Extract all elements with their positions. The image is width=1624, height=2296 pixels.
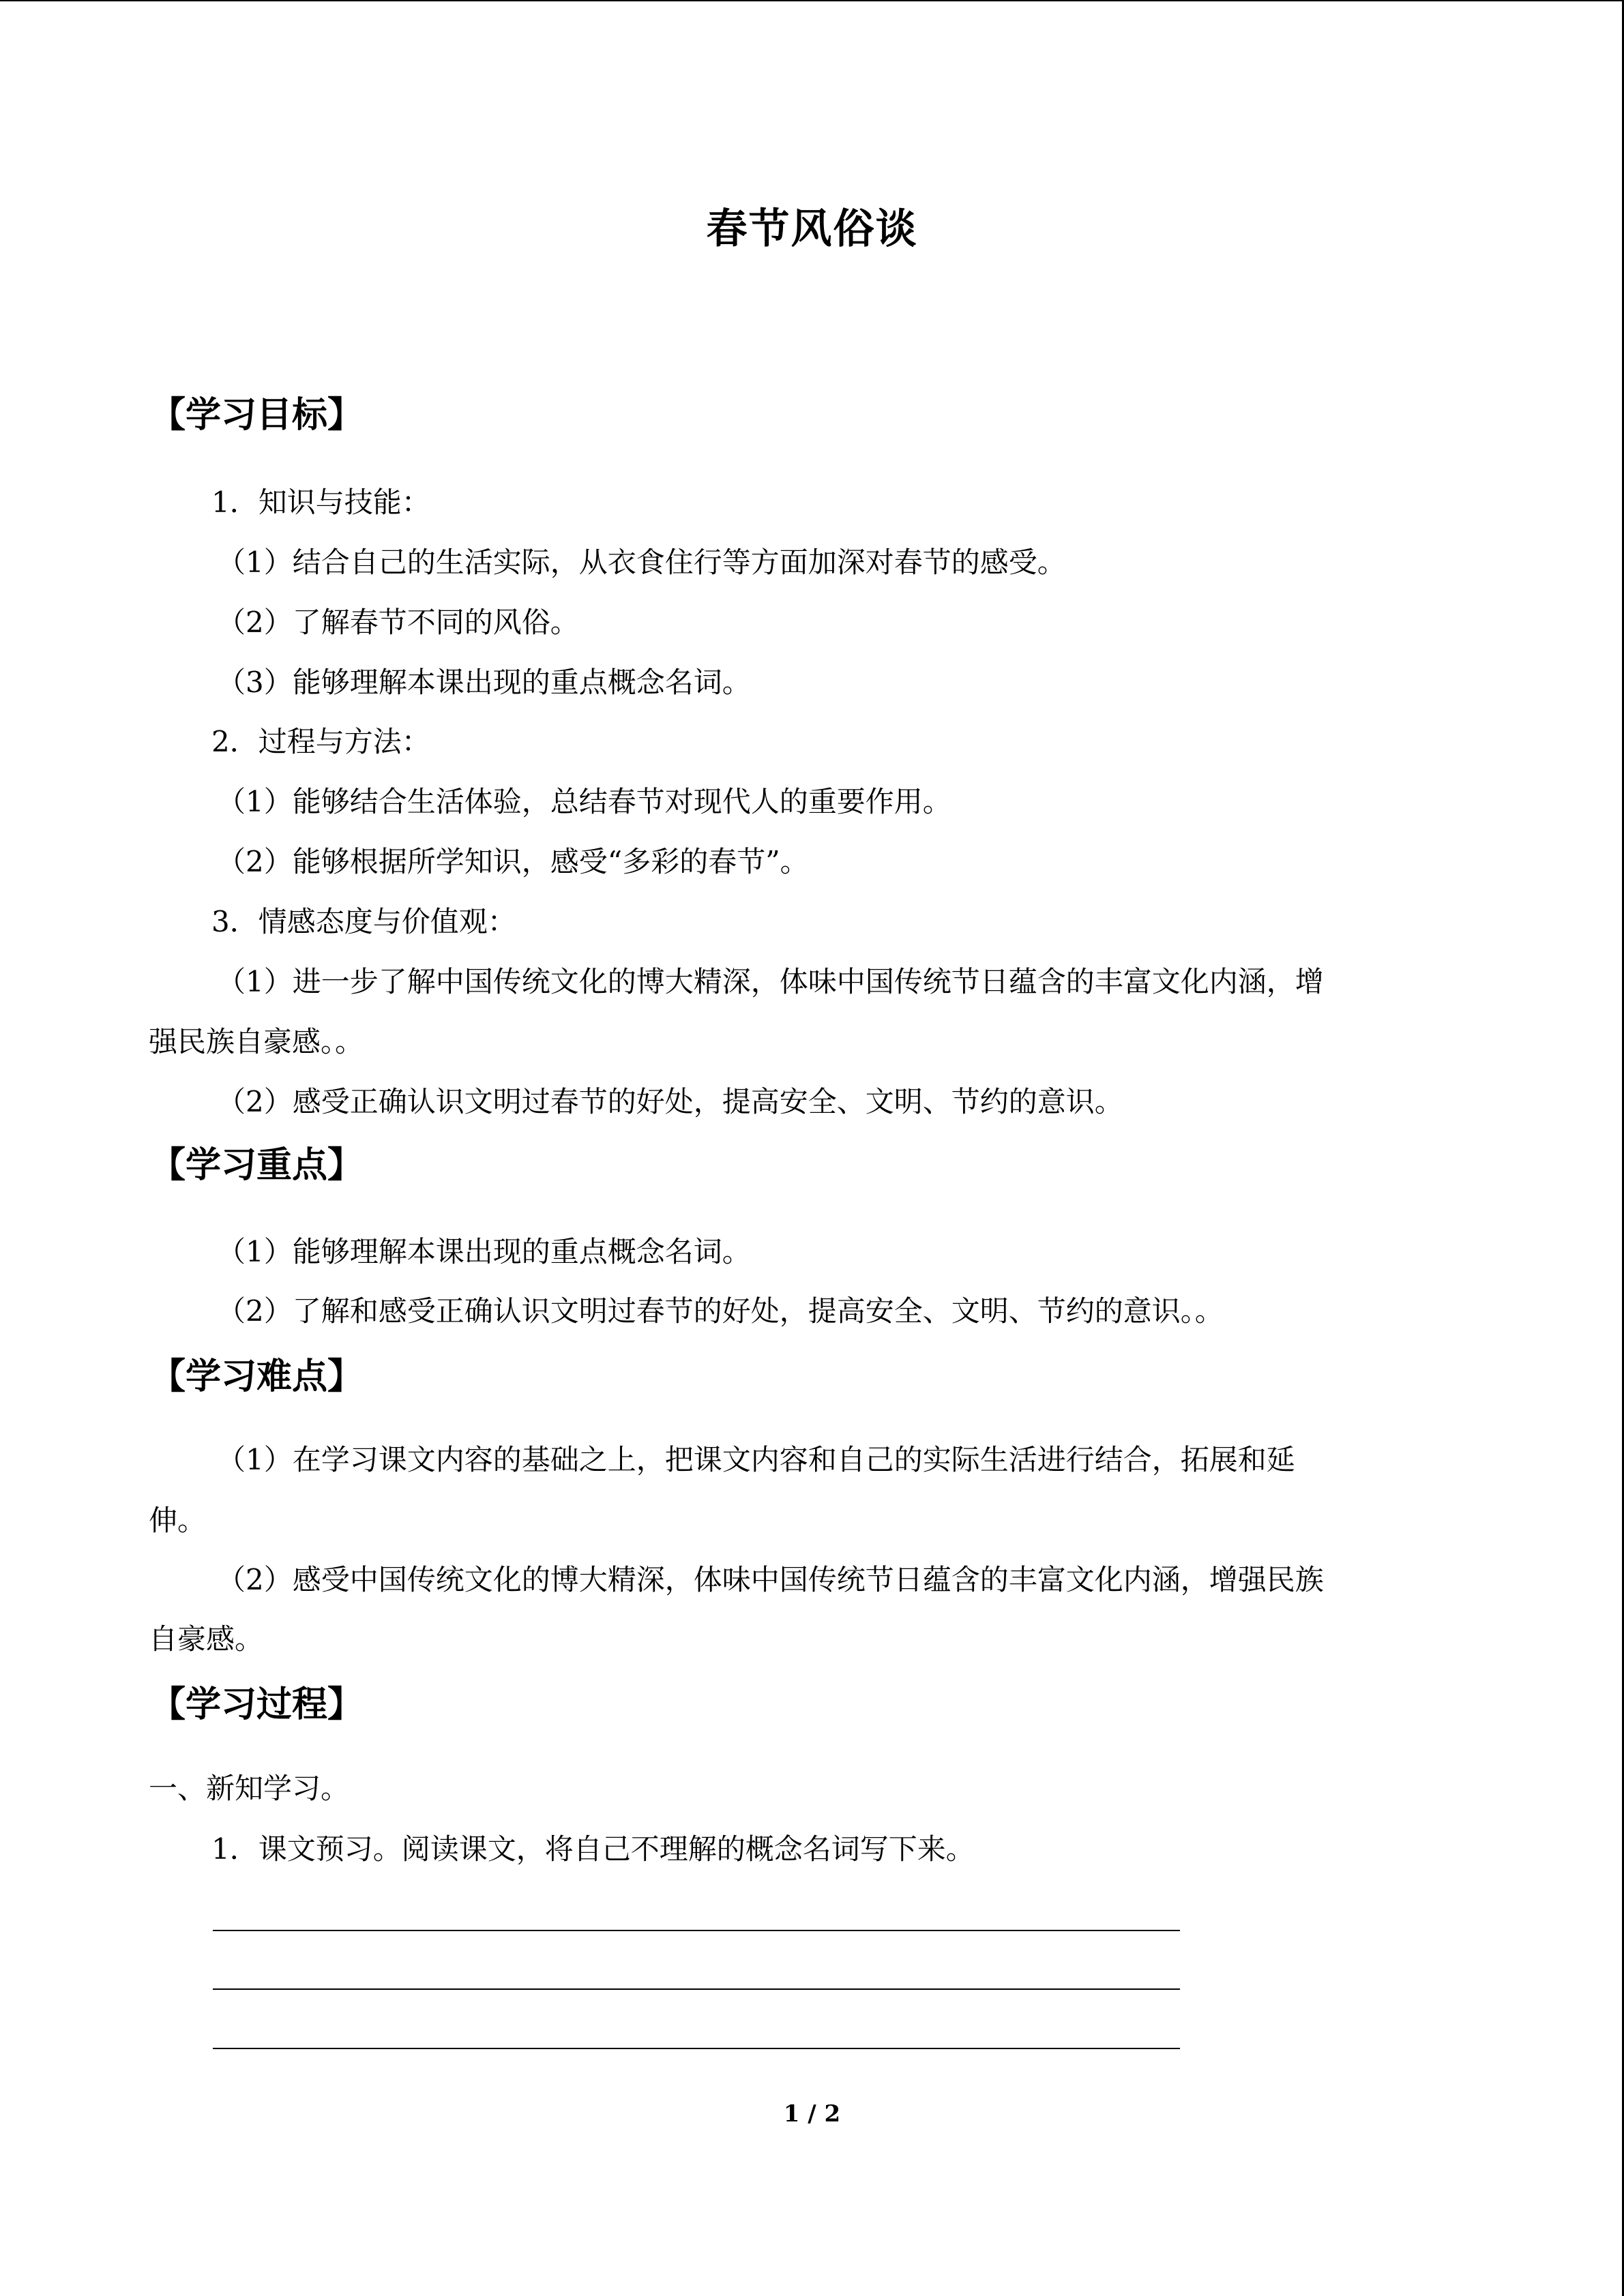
goals-line: （1）能够结合生活体验，总结春节对现代人的重要作用。 [217,785,951,818]
goals-line: （2）感受正确认识文明过春节的好处，提高安全、文明、节约的意识。 [217,1085,1123,1118]
goals-line: （1）结合自己的生活实际，从衣食住行等方面加深对春节的感受。 [217,546,1066,579]
goals-line: 2．过程与方法： [211,725,430,758]
difficulties-line: （1）在学习课文内容的基础之上，把课文内容和自己的实际生活进行结合，拓展和延 [217,1443,1295,1476]
section-heading-process: 【学习过程】 [150,1684,364,1725]
section-heading-difficulties: 【学习难点】 [150,1356,364,1397]
answer-blank-line[interactable] [213,1988,1180,1990]
section-heading-goals: 【学习目标】 [150,394,364,436]
difficulties-line: 伸。 [149,1504,207,1537]
difficulties-line: 自豪感。 [149,1622,264,1656]
document-title: 春节风俗谈 [706,205,918,253]
page-number: 1 / 2 [783,2100,841,2128]
key-points-line: （2）了解和感受正确认识文明过春节的好处，提高安全、文明、节约的意识。。 [217,1294,1224,1328]
goals-line: （3）能够理解本课出现的重点概念名词。 [217,666,751,699]
difficulties-line: （2）感受中国传统文化的博大精深，体味中国传统节日蕴含的丰富文化内涵，增强民族 [217,1563,1324,1596]
answer-blank-line[interactable] [213,1930,1180,1931]
page-border-top [0,0,1624,1]
goals-line: 强民族自豪感。。 [149,1025,364,1058]
key-points-line: （1）能够理解本课出现的重点概念名词。 [217,1235,751,1268]
section-heading-key-points: 【学习重点】 [150,1144,364,1186]
answer-blank-line[interactable] [213,2048,1180,2049]
goals-line: 1．知识与技能： [211,486,430,519]
process-line: 1．课文预习。阅读课文，将自己不理解的概念名词写下来。 [211,1832,975,1866]
goals-line: （1）进一步了解中国传统文化的博大精深，体味中国传统节日蕴含的丰富文化内涵，增 [217,965,1324,998]
goals-line: （2）了解春节不同的风俗。 [217,606,579,639]
goals-line: （2）能够根据所学知识，感受“多彩的春节”。 [217,845,809,878]
goals-line: 3．情感态度与价值观： [211,905,516,938]
process-line: 一、新知学习。 [149,1772,350,1805]
